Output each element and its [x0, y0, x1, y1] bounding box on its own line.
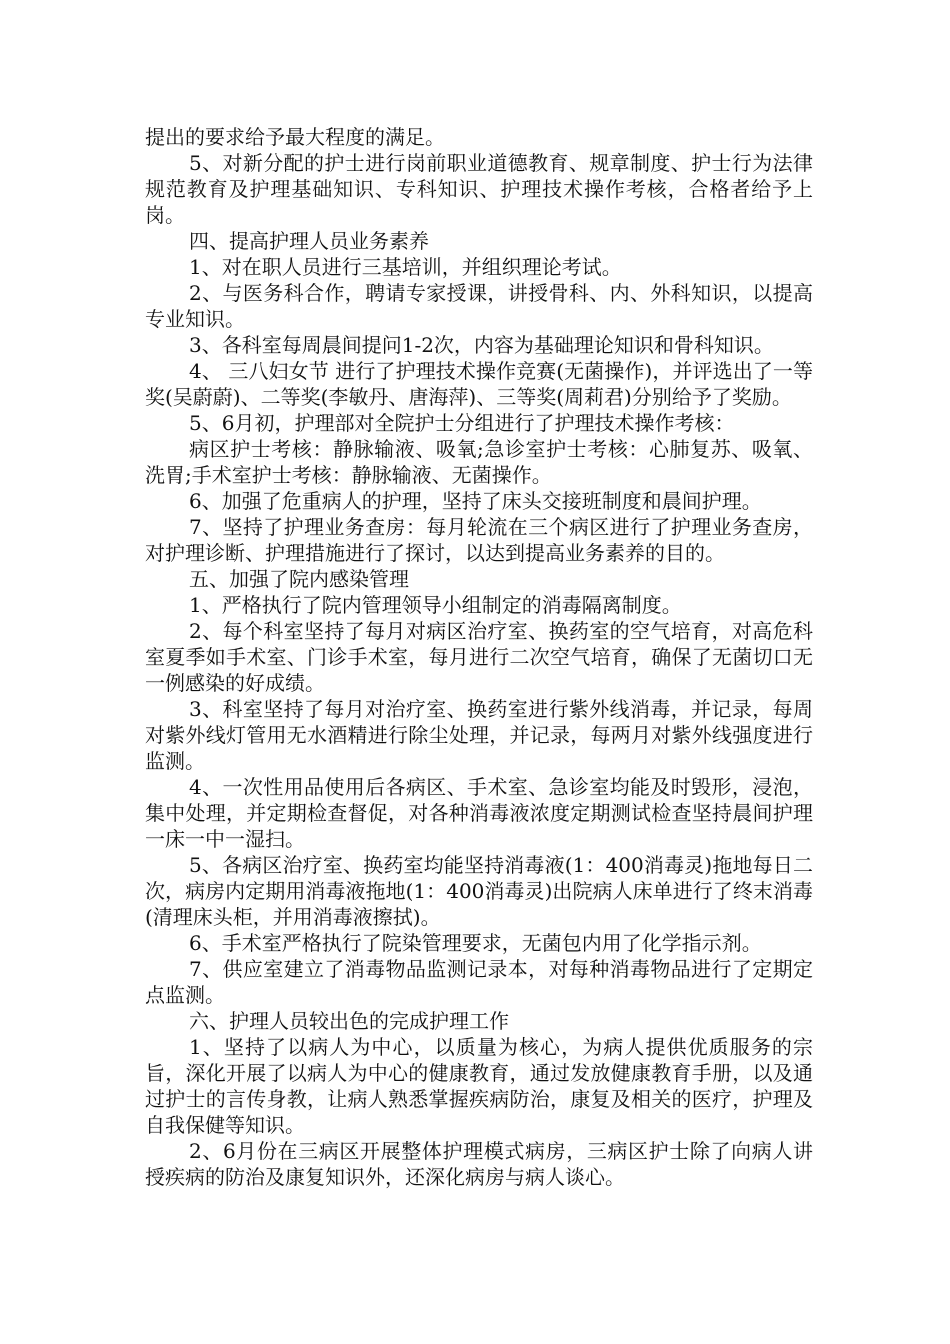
paragraph-item: 5、各病区治疗室、换药室均能坚持消毒液(1：400消毒灵)拖地每日二次，病房内定期用消毒液拖地(1：400消毒灵)出院病人床单进行了终末消毒(清理床头柜，并用消毒液擦拭)。 — [145, 853, 813, 929]
section-heading: 六、护理人员较出色的完成护理工作 — [189, 1009, 509, 1033]
paragraph-item: 4、一次性用品使用后各病区、手术室、急诊室均能及时毁形，浸泡，集中处理，并定期检查督促，对各种消毒液浓度定期测试检查坚持晨间护理一床一中一湿扫。 — [145, 775, 813, 851]
document-body — [145, 124, 813, 1190]
paragraph-item: 6、加强了危重病人的护理，坚持了床头交接班制度和晨间护理。 — [189, 489, 762, 513]
paragraph-continuation: 提出的要求给予最大程度的满足。 — [145, 125, 445, 149]
paragraph-item: 2、与医务科合作，聘请专家授课，讲授骨科、内、外科知识，以提高专业知识。 — [145, 281, 813, 331]
paragraph-item: 病区护士考核：静脉输液、吸氧;急诊室护士考核：心肺复苏、吸氧、洗胃;手术室护士考核：静脉输液、无菌操作。 — [145, 437, 813, 487]
paragraph-item: 3、科室坚持了每月对治疗室、换药室进行紫外线消毒，并记录，每周对紫外线灯管用无水酒精进行除尘处理，并记录，每两月对紫外线强度进行监测。 — [145, 697, 813, 773]
section-heading: 四、提高护理人员业务素养 — [189, 229, 429, 253]
paragraph-item: 5、6月初，护理部对全院护士分组进行了护理技术操作考核： — [189, 411, 735, 435]
paragraph-item: 1、对在职人员进行三基培训，并组织理论考试。 — [189, 255, 622, 279]
section-heading: 五、加强了院内感染管理 — [189, 567, 409, 591]
paragraph-item: 7、供应室建立了消毒物品监测记录本，对每种消毒物品进行了定期定点监测。 — [145, 957, 813, 1007]
paragraph-item: 1、坚持了以病人为中心，以质量为核心，为病人提供优质服务的宗旨，深化开展了以病人为中心的健康教育，通过发放健康教育手册，以及通过护士的言传身教，让病人熟悉掌握疾病防治，康复及相关的医疗，护理及自我保健等知识。 — [145, 1035, 813, 1137]
paragraph-item: 4、 三八妇女节 进行了护理技术操作竞赛(无菌操作)，并评选出了一等奖(吴蔚蔚)、二等奖(李敏丹、唐海萍)、三等奖(周莉君)分别给予了奖励。 — [145, 359, 813, 409]
paragraph-item: 2、6月份在三病区开展整体护理模式病房，三病区护士除了向病人讲授疾病的防治及康复知识外，还深化病房与病人谈心。 — [145, 1139, 813, 1189]
paragraph-item: 6、手术室严格执行了院染管理要求，无菌包内用了化学指示剂。 — [189, 931, 762, 955]
paragraph-item: 2、每个科室坚持了每月对病区治疗室、换药室的空气培育，对高危科室夏季如手术室、门诊手术室，每月进行二次空气培育，确保了无菌切口无一例感染的好成绩。 — [145, 619, 813, 695]
paragraph-item: 7、坚持了护理业务查房：每月轮流在三个病区进行了护理业务查房，对护理诊断、护理措施进行了探讨，以达到提高业务素养的目的。 — [145, 515, 813, 565]
paragraph-item: 3、各科室每周晨间提问1-2次，内容为基础理论知识和骨科知识。 — [189, 333, 774, 357]
paragraph-item: 1、严格执行了院内管理领导小组制定的消毒隔离制度。 — [189, 593, 682, 617]
paragraph-item: 5、对新分配的护士进行岗前职业道德教育、规章制度、护士行为法律规范教育及护理基础知识、专科知识、护理技术操作考核，合格者给予上岗。 — [145, 151, 813, 227]
